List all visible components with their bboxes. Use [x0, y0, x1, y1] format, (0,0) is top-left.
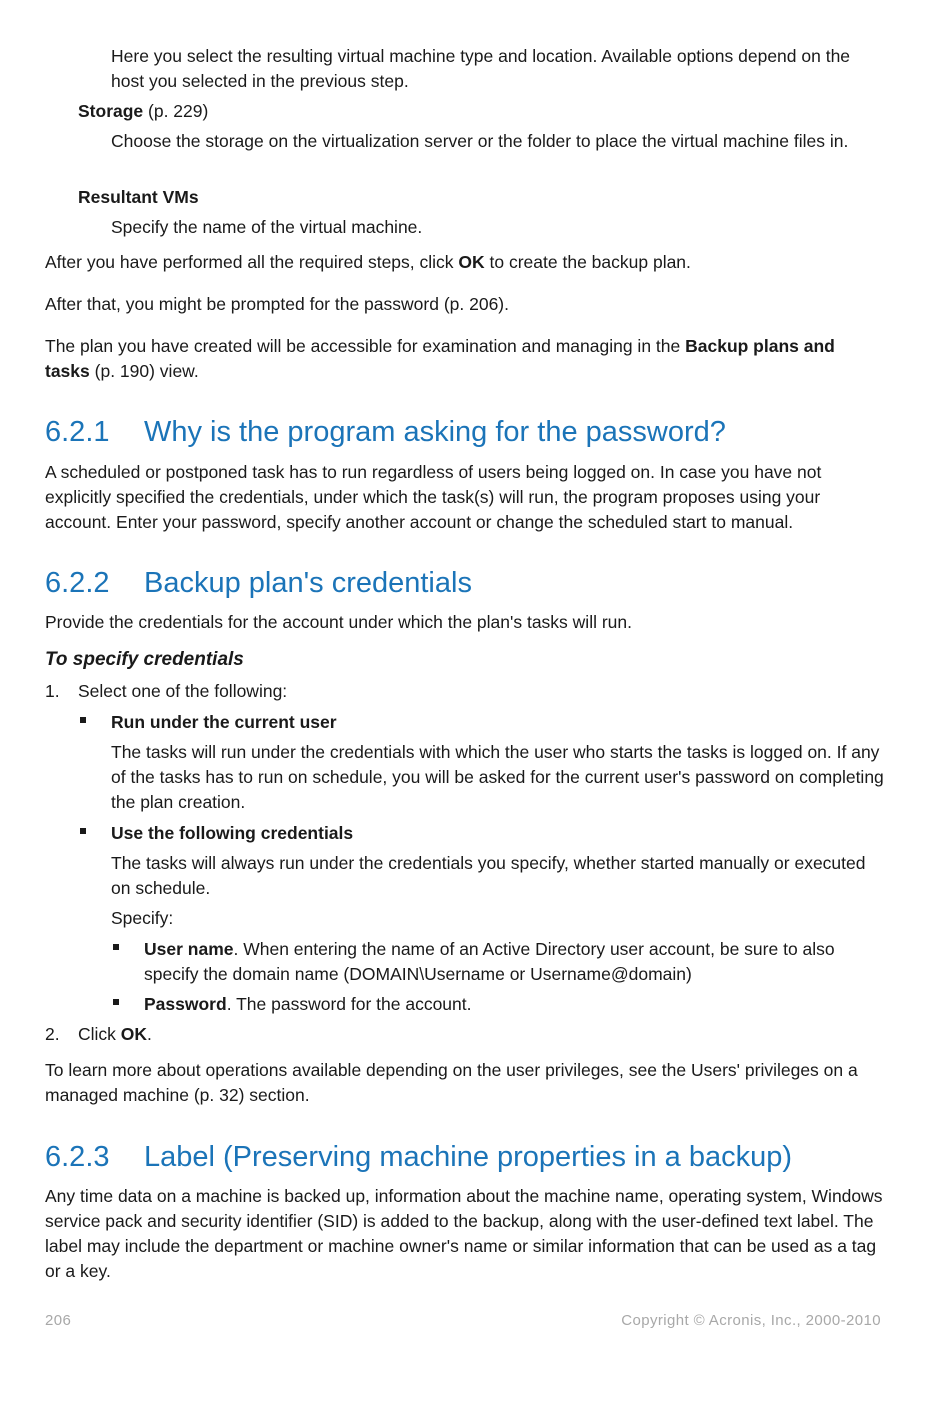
storage-label: Storage	[78, 101, 144, 121]
step-1-number: 1.	[45, 681, 60, 701]
resultant-vms-label: Resultant VMs	[78, 187, 199, 207]
section-number: 6.2.2	[45, 567, 110, 599]
section-title: Label (Preserving machine properties in a backup)	[144, 1141, 793, 1173]
section-heading-6-2-1	[45, 415, 726, 449]
plan-accessible-paragraph: The plan you have created will be accessible for examination and managing in the Backup plans and tasks (p. 190) view.	[45, 336, 835, 381]
user-name-item: User name. When entering the name of an Active Directory user account, be sure to also specify the domain name (DOMAIN\Username or Username@domain)	[144, 939, 835, 984]
section-6-2-1-body: A scheduled or postponed task has to run regardless of users being logged on. In case you have not explicitly specified the credentials, under which the task(s) will run, the program proposes using your account. Enter your password, specify another account or change the scheduled start to manual.	[45, 462, 822, 532]
section-number: 6.2.1	[45, 416, 110, 448]
copyright-notice: Copyright © Acronis, Inc., 2000-2010	[621, 1312, 881, 1329]
section-title: Why is the program asking for the password?	[144, 416, 726, 448]
vm-type-description: Here you select the resulting virtual machine type and location. Available options depend on the host you selected in the previous step.	[111, 46, 851, 91]
square-bullet-icon	[113, 944, 119, 950]
storage-entry	[78, 99, 208, 124]
procedure-subheading: To specify credentials	[45, 649, 244, 670]
resultant-vms-description: Specify the name of the virtual machine.	[111, 217, 423, 237]
backup-plans-keyword: Backup plans and tasks	[45, 336, 835, 381]
step-2-number: 2.	[45, 1024, 60, 1044]
after-steps-paragraph: After you have performed all the required steps, click OK to create the backup plan.	[45, 252, 691, 272]
password-prompt-paragraph: After that, you might be prompted for the password (p. 206).	[45, 294, 509, 314]
page-number: 206	[45, 1312, 72, 1329]
step-1-text: Select one of the following:	[78, 681, 288, 701]
option-current-user-description: The tasks will run under the credentials with which the user who starts the tasks is logged on. If any of the tasks has to run on schedule, you will be asked for the current user's password on completing the plan creation.	[111, 742, 884, 812]
option-following-credentials-label: Use the following credentials	[111, 823, 354, 843]
ok-keyword: OK	[458, 252, 485, 272]
password-item: Password. The password for the account.	[144, 994, 472, 1014]
learn-more-paragraph: To learn more about operations available depending on the user privileges, see the Users' privileges on a managed machine (p. 32) section.	[45, 1060, 858, 1105]
password-label: Password	[144, 994, 227, 1014]
square-bullet-icon	[80, 717, 86, 723]
storage-description: Choose the storage on the virtualization server or the folder to place the virtual machine files in.	[111, 131, 849, 151]
section-number: 6.2.3	[45, 1141, 110, 1173]
user-name-label: User name	[144, 939, 234, 959]
option-following-credentials-description: The tasks will always run under the credentials you specify, whether started manually or executed on schedule.	[111, 853, 866, 898]
square-bullet-icon	[113, 999, 119, 1005]
step-2-text: Click OK.	[78, 1024, 152, 1044]
section-6-2-3-body: Any time data on a machine is backed up, information about the machine name, operating system, Windows service pack and security identifier (SID) is added to the backup, along with the user-defined text label. The label may include the department or machine owner's name or similar information that can be used as a tag or a key.	[45, 1186, 883, 1281]
option-current-user-label: Run under the current user	[111, 712, 337, 732]
square-bullet-icon	[80, 828, 86, 834]
section-heading-6-2-2	[45, 566, 472, 600]
section-heading-6-2-3	[45, 1140, 792, 1174]
section-title: Backup plan's credentials	[144, 567, 472, 599]
specify-label: Specify:	[111, 908, 174, 928]
storage-page-ref: (p. 229)	[143, 101, 209, 121]
section-6-2-2-intro: Provide the credentials for the account under which the plan's tasks will run.	[45, 612, 632, 632]
